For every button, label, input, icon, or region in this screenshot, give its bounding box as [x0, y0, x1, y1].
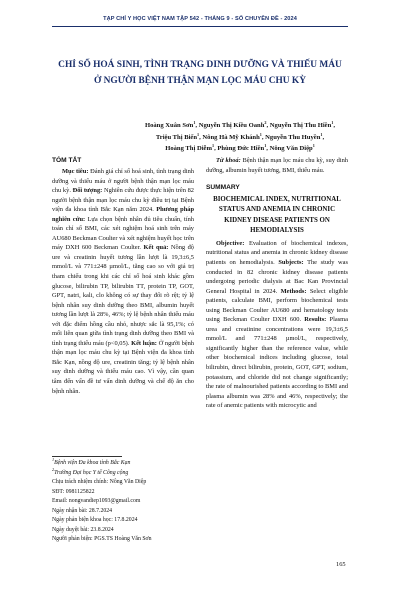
- en-methods-text: Select eligible patients, calculate BMI, perform biochemical tests using Beckman Coulter AU680 and hematology tests using Beckman Coulter DXH 600.: [206, 287, 348, 324]
- en-results-text: Plasma urea and creatinine concentrations were 19,3±6,5 mmol/L and 771±248 µmol/L, respectively, significantly higher than the reference value, while other biochemical indices including glucose, total bilirubin, direct bilirubin, protein, GOT, GPT, sodium, potassium, and chloride did not change significantly; the rate of malnourished patients according to BMI and plasma albumin was 28% and 46%, respectively; the rate of anemic patients with microcytic and: [206, 316, 348, 410]
- author-separator: ,: [195, 122, 199, 129]
- methods-label: Phương pháp nghiên cứu:: [52, 206, 194, 223]
- author-affiliation-marker: 1: [331, 119, 334, 125]
- running-header: TẠP CHÍ Y HỌC VIỆT NAM TẬP 542 - THÁNG 9 - SỐ CHUYÊN ĐỀ - 2024: [103, 16, 297, 22]
- abstract-heading: TÓM TẮT: [52, 157, 82, 164]
- author-name: Nông Văn Diệp: [269, 145, 313, 153]
- results-text: Nồng độ ure và creatinin huyết tương lần lượt là 19,3±6,5 mmol/L và 771±248 µmol/L, tăng cao so với giá trị tham chiếu trong khi các chỉ số hoá sinh khác gồm glucose, bilirubin TP, bilirubin TT, protein TP, GOT, GPT, natri, kali, clo không có sự thay đổi rõ rệt; tỷ lệ bệnh nhân suy dinh dưỡng theo BMI, albumin huyết tương lần lượt là 28%, 46%; tỷ lệ bệnh nhân thiếu máu với đặc điểm hồng cầu nhỏ, nhược sắc là 95,1%; có mối liên quan giữa tình trạng dinh dưỡng theo BMI và tình trạng thiếu máu (p<0,05).: [52, 244, 194, 347]
- article-title: [50, 58, 350, 89]
- author-separator: ,: [266, 122, 270, 129]
- subjects-label: Đối tượng:: [72, 187, 103, 195]
- en-subjects-label: Subjects:: [278, 259, 304, 266]
- en-methods-label: Methods:: [280, 287, 307, 295]
- author-name: Nguyễn Thu Huyền: [265, 133, 321, 141]
- author-affiliation-marker: 1: [193, 119, 196, 125]
- footnotes: [52, 459, 194, 545]
- author-affiliation-marker: 1: [320, 131, 323, 137]
- reviewer: Người phản biện: PGS.TS Hoàng Văn Sơn: [52, 536, 152, 543]
- date-accepted: Ngày duyệt bài: 23.8.2024: [52, 526, 114, 533]
- author-name: Triệu Thị Biển: [155, 133, 198, 141]
- author-name: Hoàng Thị Diễm: [165, 145, 212, 153]
- author-affiliation-marker: 1: [211, 143, 215, 148]
- conclusion-label: Kết luận:: [131, 339, 157, 347]
- keywords-label: Từ khoá:: [216, 157, 241, 164]
- author-name: Phùng Đức Hiền: [217, 145, 265, 153]
- affiliation-2: $^2$Trường Đại học Y tế Công cộng: [52, 466, 129, 476]
- author-name: Nguyễn Thị Thu Hiền: [269, 122, 332, 129]
- keywords-paragraph: [206, 156, 348, 175]
- en-objective-label: Objective:: [216, 239, 245, 247]
- author-separator: ,: [333, 122, 336, 129]
- footnote-rule: [52, 456, 122, 457]
- english-title: BIOCHEMICAL INDEX, NUTRITIONAL STATUS AND ANEMIA IN CHRONIC KIDNEY DISEASE PATIENTS ON HEMODIALYSIS: [213, 196, 341, 234]
- en-subjects-text: The study was conducted in 82 chronic kidney disease patients undergoing periodic dialysis at Bac Kan Provincial General Hospital in 2024.: [206, 259, 348, 295]
- title-line-2: Ở NGƯỜI BỆNH THẬN MẠN LỌC MÁU CHU KỲ: [94, 75, 306, 86]
- author-separator: ,: [266, 145, 270, 153]
- conclusion-text: Ở người bệnh thận mạn lọc máu chu kỳ tại Bệnh viện đa khoa tỉnh Bắc Kạn, nồng độ ure, creatinin tăng; tỷ lệ bệnh nhân suy dinh dưỡng và thiếu máu cao. Vì vậy, cần quan tâm đến vấn đề tư vấn dinh dưỡng và chế độ ăn cho bệnh nhân.: [52, 339, 194, 395]
- keywords-text: Bệnh thận mạn lọc máu chu kỳ, suy dinh dưỡng, albumin huyết tương, BMI, thiếu máu.: [206, 157, 348, 174]
- author-affiliation-marker: 1: [259, 131, 262, 137]
- author-affiliation-marker: 2: [264, 119, 267, 125]
- objective-text: Đánh giá chỉ số hoá sinh, tình trạng dinh dưỡng và thiếu máu ở người bệnh thận mạn lọc máu chu kỳ.: [52, 168, 194, 195]
- title-line-1: CHỈ SỐ HOÁ SINH, TÌNH TRẠNG DINH DƯỠNG VÀ THIẾU MÁU: [58, 60, 342, 70]
- author-affiliation-marker: 1: [264, 143, 267, 148]
- author-separator: ,: [261, 133, 266, 141]
- phone: SĐT: 0981125822: [52, 488, 95, 495]
- affiliation-1: $^1$Bệnh viện Đa khoa tỉnh Bắc Kạn: [52, 457, 131, 466]
- author-separator: ,: [199, 133, 203, 141]
- corresponding-author: Chịu trách nhiệm chính: Nông Văn Diệp: [52, 479, 147, 486]
- abstract-vietnamese: [52, 156, 194, 396]
- author-name: Nguyễn Thị Kiều Oanh: [198, 122, 265, 129]
- email: Email: nongvandiep1093@gmail.com: [52, 498, 141, 505]
- author-name: Nông Hà Mỹ Khánh: [202, 133, 260, 141]
- en-results-label: Results:: [304, 316, 327, 324]
- header-rule: [52, 26, 348, 27]
- date-received: Ngày nhận bài: 28.7.2024: [52, 507, 113, 514]
- author-name: Hoàng Xuân Sơn: [144, 122, 194, 129]
- results-label: Kết quả:: [143, 244, 169, 252]
- author-affiliation-marker: 1: [197, 131, 200, 137]
- objective-label: Mục tiêu:: [62, 168, 89, 175]
- author-list: [100, 120, 380, 155]
- author-affiliation-marker: 1: [312, 143, 315, 148]
- page-number: 165: [336, 561, 346, 568]
- abstract-body: [52, 167, 194, 396]
- methods-text: Lựa chọn bệnh nhân đủ tiêu chuẩn, tính toán chỉ số BMI, các xét nghiệm hoá sinh trên máy AU680 Beckman Coulter và xét nghiệm huyết học trên máy DXH 600 Beckman Coulter.: [52, 215, 194, 252]
- en-objective-text: Evaluation of biochemical indexes, nutritional status and anemia in chronic kidney disease patients on hemodialysis.: [206, 239, 348, 266]
- abstract-continued-and-english: [206, 156, 348, 411]
- author-separator: ,: [322, 133, 325, 141]
- summary-heading: SUMMARY: [206, 184, 240, 192]
- author-separator: ,: [214, 145, 218, 153]
- summary-body: [206, 239, 348, 411]
- subjects-text: Nghiên cứu được thực hiện trên 82 người bệnh thận mạn lọc máu chu kỳ điều trị tại Bệnh viện đa khoa tỉnh Bắc Kạn năm 2024.: [52, 187, 194, 214]
- date-reviewed: Ngày phản biện khoa học: 17.8.2024: [52, 517, 138, 524]
